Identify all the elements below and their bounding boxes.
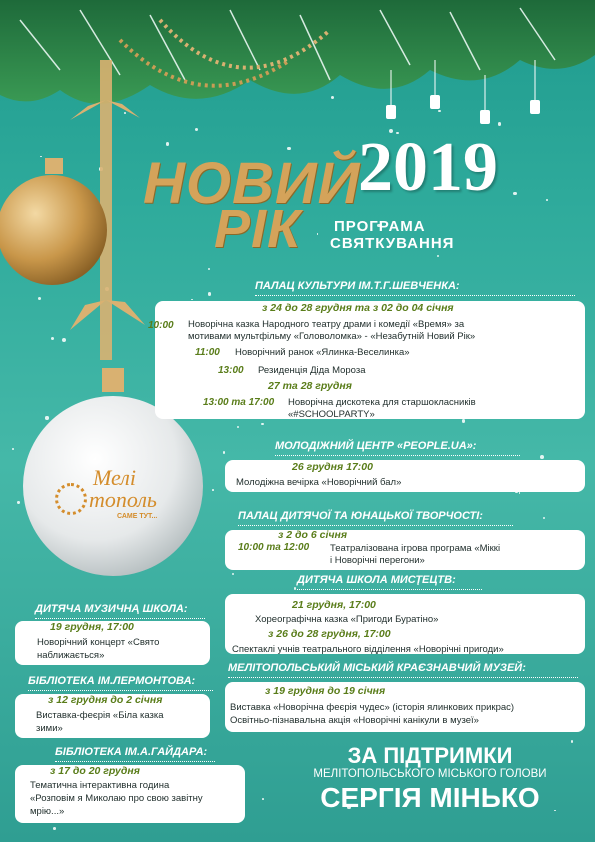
- palace-e1-line2: мотивами мультфільму «Головоломка» - «Незабутній Новий Рік»: [188, 331, 476, 342]
- palace-dates1: з 24 до 28 грудня та з 02 до 04 січня: [262, 302, 454, 314]
- divider: [28, 690, 213, 691]
- art-school-text2: Спектаклі учнів театрального відділення «Новорічні пригоди»: [232, 644, 504, 655]
- gaidar-date: з 17 до 20 грудня: [50, 765, 140, 777]
- subtitle-line2: СВЯТКУВАННЯ: [330, 235, 455, 252]
- youth-text: Молодіжна вечірка «Новорічний бал»: [236, 477, 402, 488]
- palace-heading: ПАЛАЦ КУЛЬТУРИ ІМ.Т.Г.ШЕВЧЕНКА:: [255, 280, 460, 292]
- gaidar-line2: «Розповім я Миколаю про свою завітну: [30, 793, 203, 804]
- lermontov-date: з 12 грудня до 2 січня: [48, 694, 163, 706]
- support-line3: СЕРГІЯ МІНЬКО: [320, 782, 540, 813]
- divider: [297, 589, 482, 590]
- gaidar-line3: мрію...»: [30, 806, 65, 817]
- logo-tagline: САМЕ ТУТ...: [117, 513, 158, 520]
- divider: [275, 455, 520, 456]
- snowflake-dot: [437, 255, 439, 257]
- snowflake-dot: [208, 292, 212, 296]
- lermontov-heading: БІБЛІОТЕКА ІМ.ЛЕРМОНТОВА:: [28, 675, 196, 687]
- logo-name-line1: Мелі: [93, 465, 136, 490]
- title-line1: НОВИЙ: [143, 151, 361, 216]
- lermontov-line2: зими»: [36, 723, 63, 734]
- logo-name-line2: тополь: [89, 487, 157, 512]
- subtitle-line1: ПРОГРАМА: [334, 218, 426, 235]
- snowflake-dot: [232, 573, 234, 575]
- kids-palace-date: з 2 до 6 січня: [278, 529, 348, 541]
- melitopol-logo: [55, 465, 185, 535]
- snowflake-dot: [294, 587, 297, 590]
- kids-palace-times: 10:00 та 12:00: [238, 542, 310, 553]
- gaidar-line1: Тематична інтерактивна година: [30, 780, 170, 791]
- snowflake-dot: [208, 268, 210, 270]
- snowflake-dot: [317, 233, 319, 235]
- palace-e4-line2: «#SCHOOLPARTY»: [288, 409, 375, 420]
- support-line1: ЗА ПІДТРИМКИ: [347, 743, 513, 768]
- snowflake-dot: [462, 419, 466, 423]
- title-line2: РІК: [214, 199, 302, 259]
- divider: [228, 677, 578, 678]
- snowflake-dot: [519, 492, 521, 494]
- museum-heading: МЕЛІТОПОЛЬСЬКИЙ МІСЬКИЙ КРАЄЗНАВЧИЙ МУЗЕЙ:: [228, 662, 526, 674]
- logo-circles-icon: [55, 483, 87, 515]
- kids-palace-line2: і Новорічні перегони»: [330, 555, 425, 566]
- palace-e1-line1: Новорічна казка Народного театру драми і комедії «Время» за: [188, 319, 465, 330]
- music-school-line2: наближається»: [37, 650, 105, 661]
- year: 2019: [358, 129, 498, 206]
- snowflake-dot: [540, 455, 544, 459]
- art-school-date2: з 26 до 28 грудня, 17:00: [268, 628, 391, 640]
- art-school-date1: 21 грудня, 17:00: [292, 599, 376, 611]
- youth-date: 26 грудня 17:00: [292, 461, 373, 473]
- kids-palace-line1: Театралізована ігрова програма «Міккі: [330, 543, 501, 554]
- snowflake-dot: [223, 451, 226, 454]
- snowflake-dot: [261, 423, 263, 425]
- snowflake-dot: [262, 798, 264, 800]
- palace-e3-text: Резиденція Діда Мороза: [258, 365, 366, 376]
- snowflake-dot: [546, 199, 548, 201]
- divider: [55, 761, 215, 762]
- art-school-text1: Хореографічна казка «Пригоди Буратіно»: [255, 614, 439, 625]
- music-school-line1: Новорічний концерт «Свято: [37, 637, 160, 648]
- snowflake-dot: [53, 827, 56, 830]
- snowflake-dot: [543, 517, 545, 519]
- museum-line1: Виставка «Новорічна феєрія чудес» (історія ялинкових прикрас): [230, 702, 515, 713]
- divider: [238, 525, 513, 526]
- palace-e3-time: 13:00: [218, 365, 244, 376]
- museum-line2: Освітньо-пізнавальна акція «Новорічні канікули в музеї»: [230, 715, 479, 726]
- gaidar-heading: БІБЛІОТЕКА ІМ.А.ГАЙДАРА:: [55, 746, 208, 758]
- snowflake-dot: [237, 426, 239, 428]
- palace-e2-time: 11:00: [195, 347, 220, 358]
- snowflake-dot: [513, 192, 516, 195]
- music-school-date: 19 грудня, 17:00: [50, 621, 134, 633]
- gold-bauble-icon: [0, 130, 110, 300]
- palace-e4-time: 13:00 та 17:00: [203, 397, 275, 408]
- divider: [35, 618, 205, 619]
- palace-e4-line1: Новорічна дискотека для старшокласників: [288, 397, 476, 408]
- snowflake-dot: [212, 489, 214, 491]
- youth-heading: МОЛОДІЖНИЙ ЦЕНТР «PEOPLE.UA»:: [275, 440, 477, 452]
- music-school-heading: ДИТЯЧА МУЗИЧНА ШКОЛА:: [35, 603, 188, 615]
- museum-date: з 19 грудня до 19 січня: [265, 685, 386, 697]
- palace-e1-time: 10:00: [148, 320, 174, 331]
- kids-palace-heading: ПАЛАЦ ДИТЯЧОЇ ТА ЮНАЦЬКОЇ ТВОРЧОСТІ:: [238, 510, 483, 522]
- palace-e2-text: Новорічний ранок «Ялинка-Веселинка»: [235, 347, 410, 358]
- art-school-heading: ДИТЯЧА ШКОЛА МИСТЕЦТВ:: [297, 574, 456, 586]
- lermontov-line1: Виставка-феєрія «Біла казка: [36, 710, 164, 721]
- support-line2: МЕЛІТОПОЛЬСЬКОГО МІСЬКОГО ГОЛОВИ: [313, 768, 547, 780]
- divider: [255, 295, 575, 296]
- palace-dates2: 27 та 28 грудня: [268, 380, 352, 392]
